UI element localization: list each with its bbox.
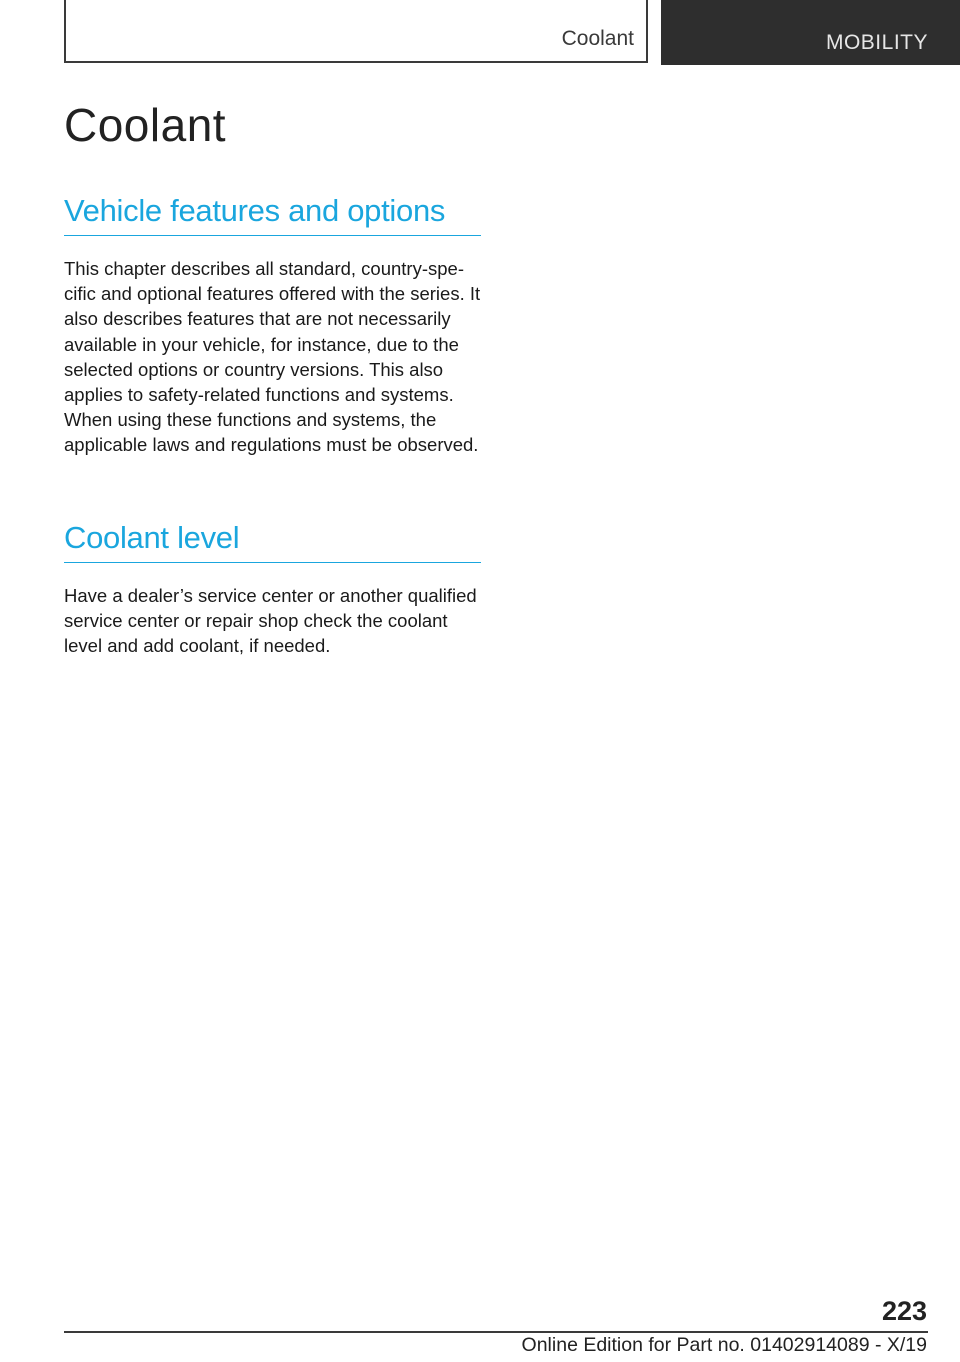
section-body: Have a dealer’s service center or another qualified service center or repair shop check the coolant level and add coolant, if needed.	[64, 585, 477, 657]
page-number: 223	[881, 1296, 927, 1326]
section-body: This chapter describes all standard, country-specific and optional features offered with the series. It also describes features that are not necessarily available in your vehicle, for instance, due to the selected options or country versions. This also applies to safety-related functions and systems. When using these functions and systems, the applicable laws and regulations must be observed.	[64, 258, 481, 456]
footer-edition-text: Online Edition for Part no. 01402914089 - X/19	[521, 1334, 927, 1356]
section-heading: Vehicle features and options	[64, 193, 481, 236]
page-title: Coolant	[64, 99, 227, 151]
header-section-tab	[64, 0, 648, 63]
section-heading: Coolant level	[64, 520, 481, 563]
header-chapter-tab	[661, 0, 960, 65]
section-vehicle-features	[64, 193, 481, 458]
section-coolant-level	[64, 520, 481, 659]
header-chapter-label: MOBILITY	[825, 31, 928, 54]
header-section-label: Coolant	[561, 27, 634, 50]
footer-divider	[64, 1331, 928, 1333]
